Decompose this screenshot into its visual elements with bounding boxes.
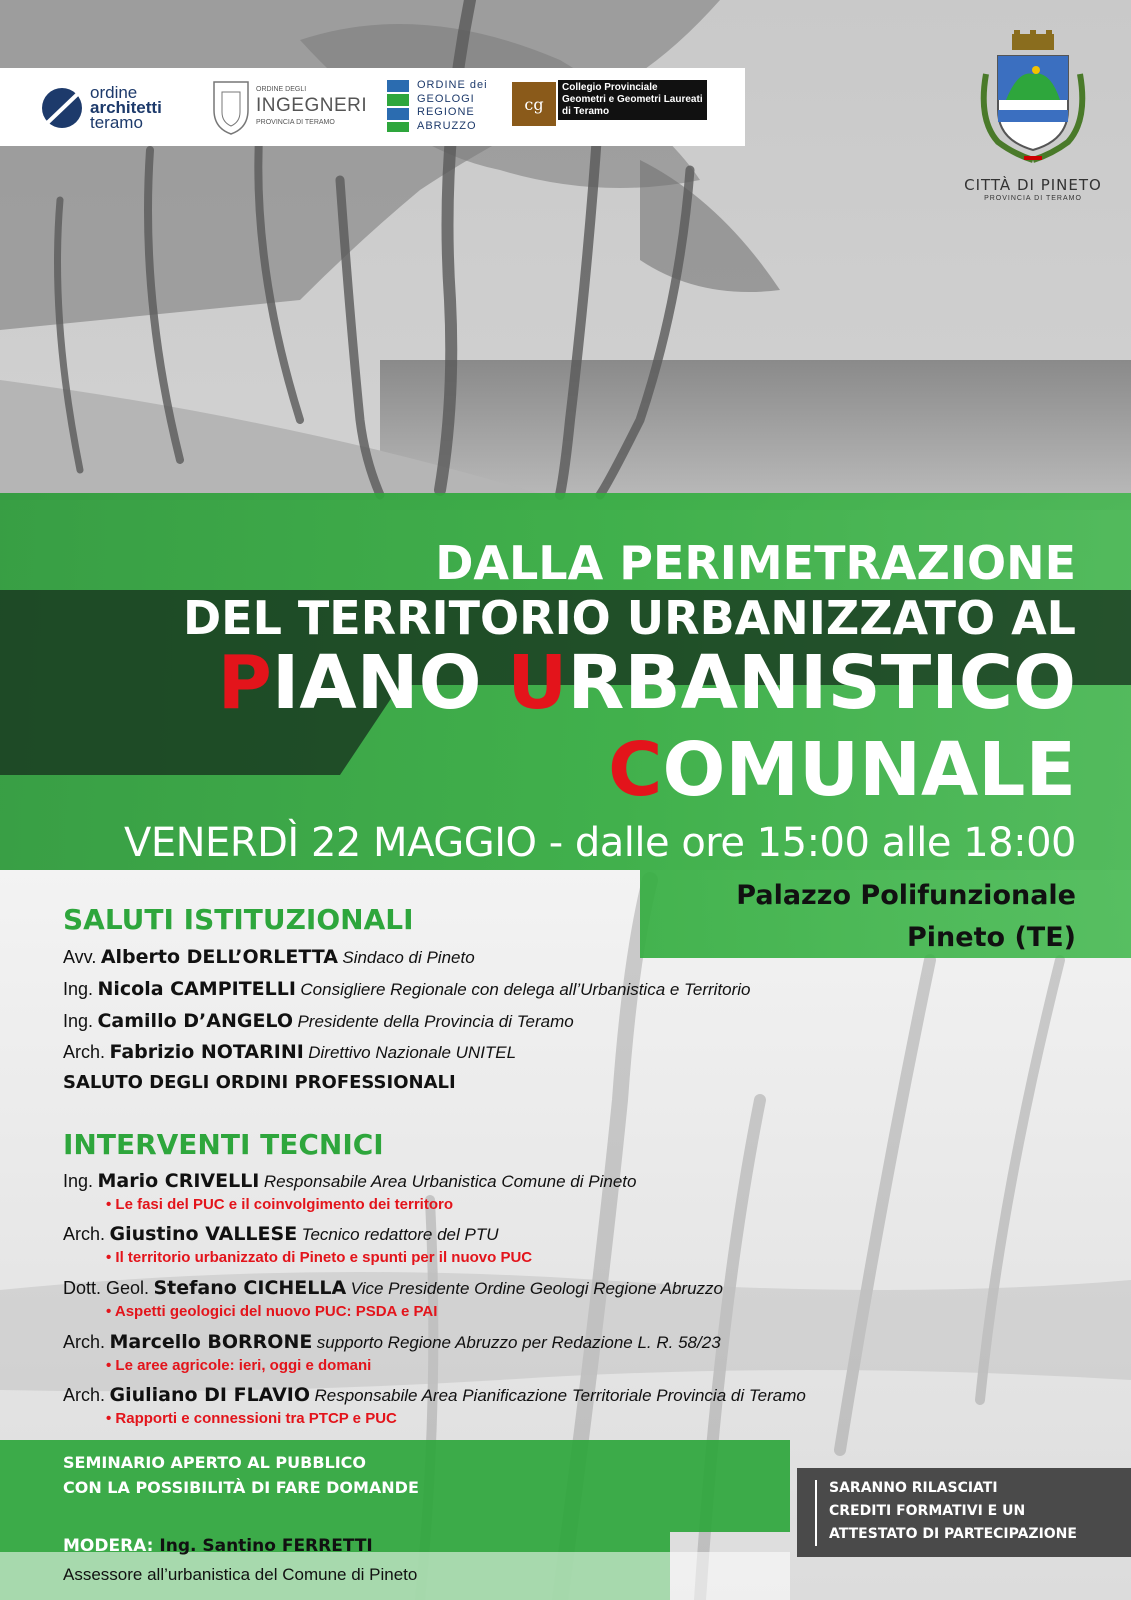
speaker-role: supporto Regione Abruzzo per Redazione L. R. 58/23 [316, 1333, 721, 1352]
speaker-name: Stefano CICHELLA [153, 1277, 347, 1299]
speaker-role: Responsabile Area Urbanistica Comune di Pineto [263, 1172, 637, 1191]
geometri-line2: Geometri e Geometri Laureati [562, 94, 703, 105]
seminar-open-line-2: CON LA POSSIBILITÀ DI FARE DOMANDE [63, 1478, 419, 1497]
speaker-role: Responsabile Area Pianificazione Territoriale Provincia di Teramo [314, 1386, 806, 1405]
moderator-name: Ing. Santino FERRETTI [159, 1536, 373, 1556]
speaker-name: Giuliano DI FLAVIO [109, 1384, 311, 1406]
title-line-3 [218, 640, 1076, 726]
geologi-line1: ORDINE dei [417, 79, 488, 91]
event-date: VENERDÌ 22 MAGGIO - dalle ore 15:00 alle 18:00 [124, 820, 1076, 866]
ingegneri-main: INGEGNERI [256, 95, 368, 116]
speaker-title: Ing. [63, 1171, 94, 1191]
intervento-row [63, 1331, 721, 1353]
speaker-title: Arch. [63, 1385, 106, 1405]
comune-province: PROVINCIA DI TERAMO [984, 195, 1082, 202]
speaker-name: Nicola CAMPITELLI [97, 978, 296, 1000]
comune-coat-of-arms [958, 30, 1108, 205]
speaker-title: Avv. [63, 947, 97, 967]
venue-line-1: Palazzo Polifunzionale [736, 880, 1076, 911]
moderator [63, 1536, 373, 1556]
title-initial-p: P [217, 640, 272, 726]
speaker-title: Ing. [63, 1011, 94, 1031]
intervento-row [63, 1170, 636, 1192]
speaker-name: Alberto DELL’ORLETTA [100, 946, 338, 968]
title-initial-u: U [507, 640, 568, 726]
architetti-logo-icon [36, 82, 92, 132]
ingegneri-sub: PROVINCIA DI TERAMO [256, 119, 335, 126]
moderator-label: MODERA: [63, 1536, 154, 1556]
title-line-2: DEL TERRITORIO URBANIZZATO AL [182, 591, 1076, 645]
seminar-open-line-1: SEMINARIO APERTO AL PUBBLICO [63, 1453, 367, 1472]
intervento-topic: • Il territorio urbanizzato di Pineto e spunti per il nuovo PUC [106, 1249, 533, 1266]
ingegneri-crest-icon [210, 76, 252, 136]
speaker-name: Giustino VALLESE [109, 1223, 298, 1245]
speaker-title: Arch. [63, 1332, 106, 1352]
saluti-row [63, 1041, 516, 1063]
speaker-role: Vice Presidente Ordine Geologi Regione Abruzzo [350, 1279, 723, 1298]
saluti-row [63, 1010, 574, 1032]
geologi-line4: ABRUZZO [417, 119, 477, 132]
intervento-row [63, 1277, 723, 1299]
geometri-line1: Collegio Provinciale [562, 82, 658, 93]
speaker-role: Tecnico redattore del PTU [301, 1225, 499, 1244]
credits-divider [815, 1480, 817, 1546]
credits-line-1: SARANNO RILASCIATI [829, 1480, 998, 1496]
geologi-line3: REGIONE [417, 106, 475, 118]
title-initial-c: C [608, 727, 663, 813]
title-line-1: DALLA PERIMETRAZIONE [435, 536, 1076, 590]
geometri-mark-icon: cg [512, 82, 556, 126]
speaker-role: Direttivo Nazionale UNITEL [308, 1043, 517, 1062]
speaker-role: Sindaco di Pineto [342, 948, 475, 967]
speaker-name: Mario CRIVELLI [97, 1170, 260, 1192]
title-line-4 [608, 727, 1076, 813]
saluto-ordini: SALUTO DEGLI ORDINI PROFESSIONALI [63, 1072, 456, 1093]
pineto-crest-icon [958, 30, 1108, 170]
intervento-topic: • Le aree agricole: ieri, oggi e domani [106, 1357, 372, 1374]
speaker-role: Presidente della Provincia di Teramo [297, 1012, 574, 1031]
speaker-name: Camillo D’ANGELO [97, 1010, 294, 1032]
logo-ordine-architetti [36, 82, 162, 132]
comune-name: CITTÀ DI PINETO [964, 176, 1102, 194]
geologi-line2: GEOLOGI [417, 92, 475, 105]
credits-box [797, 1468, 1131, 1557]
speaker-name: Fabrizio NOTARINI [109, 1041, 304, 1063]
title-word-iano: IANO [271, 640, 508, 726]
speaker-title: Arch. [63, 1224, 106, 1244]
saluti-heading: SALUTI ISTITUZIONALI [63, 903, 414, 936]
speaker-role: Consigliere Regionale con delega all’Urbanistica e Territorio [300, 980, 751, 999]
credits-line-2: CREDITI FORMATIVI E UN [829, 1503, 1026, 1519]
interventi-heading: INTERVENTI TECNICI [63, 1128, 384, 1161]
architetti-line2: architetti [90, 97, 162, 117]
credits-line-3: ATTESTATO DI PARTECIPAZIONE [829, 1526, 1077, 1542]
partner-logos-bar [0, 68, 745, 146]
intervento-topic: • Aspetti geologici del nuovo PUC: PSDA e PAI [106, 1303, 438, 1320]
saluti-row [63, 978, 751, 1000]
logo-ordine-geologi [385, 78, 488, 134]
architetti-line3: teramo [90, 112, 143, 132]
saluti-row [63, 946, 475, 968]
intervento-row [63, 1384, 806, 1406]
venue-line-2: Pineto (TE) [907, 922, 1076, 953]
logo-collegio-geometri [512, 82, 707, 126]
geologi-logo-icon [385, 78, 411, 134]
intervento-topic: • Le fasi del PUC e il coinvolgimento dei territoro [106, 1196, 453, 1213]
intervento-topic: • Rapporti e connessioni tra PTCP e PUC [106, 1410, 397, 1427]
architetti-line1: ordine [90, 82, 138, 102]
speaker-title: Arch. [63, 1042, 106, 1062]
speaker-name: Marcello BORRONE [109, 1331, 313, 1353]
title-word-rbanistico: RBANISTICO [567, 640, 1076, 726]
geometri-line3: di Teramo [562, 106, 610, 117]
speaker-title: Dott. Geol. [63, 1278, 150, 1298]
logo-ordine-ingegneri [210, 76, 367, 136]
ingegneri-small: ORDINE DEGLI [256, 86, 307, 93]
speaker-title: Ing. [63, 979, 94, 999]
moderator-role: Assessore all’urbanistica del Comune di Pineto [63, 1565, 418, 1584]
intervento-row [63, 1223, 499, 1245]
title-word-omunale: OMUNALE [662, 727, 1076, 813]
